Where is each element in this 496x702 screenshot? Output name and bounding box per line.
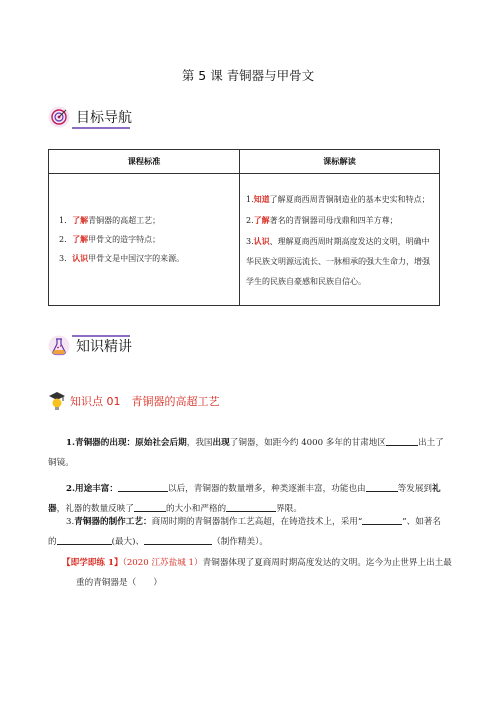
section-goals-header xyxy=(48,106,132,128)
standards-cell xyxy=(49,174,240,306)
interpretation-cell xyxy=(240,174,440,306)
fill-blank[interactable] xyxy=(134,501,166,512)
fill-blank[interactable] xyxy=(366,481,398,492)
section-knowledge-title: 知识精讲 xyxy=(76,339,132,355)
section-knowledge-overline xyxy=(72,335,130,337)
fill-blank[interactable] xyxy=(362,514,402,525)
graduate-bulb-icon xyxy=(48,391,66,411)
standard-item: 1．了解青铜器的高超工艺； xyxy=(59,215,161,225)
knowledge-point-header xyxy=(48,391,220,411)
fill-blank[interactable] xyxy=(118,481,168,492)
standard-item: 2．了解甲骨文的造字特点； xyxy=(59,234,161,244)
paragraph-bronze-origin: 1.青铜器的出现：原始社会后期，我国出现了铜器，如距今约 4000 多年的甘肃地区 出土了铜镜。 xyxy=(48,433,444,473)
standards-table xyxy=(48,149,440,306)
paragraph-bronze-uses: 2.用途丰富： 以后，青铜器的数量增多，种类逐渐丰富，功能也由 等发展到礼器，礼器的数量反映了 的大小和严格的 界限。 xyxy=(48,479,444,519)
fill-blank[interactable] xyxy=(386,435,418,446)
interpretation-item: 2.了解著名的青铜器司母戊鼎和四羊方尊； xyxy=(246,215,398,225)
paragraph-bronze-craft: 3.青铜器的制作工艺：商周时期的青铜器制作工艺高超，在铸造技术上，采用“ ”、如著名的 (最大)、 （制作精美）。 xyxy=(48,512,444,552)
section-goals-underline xyxy=(72,127,130,129)
fill-blank[interactable] xyxy=(226,501,276,512)
standard-item: 3．认识甲骨文是中国汉字的来源。 xyxy=(59,253,185,263)
knowledge-point-title: 知识点 01 青铜器的高超工艺 xyxy=(70,395,220,408)
exercise-tag: 【即学即练 1】 xyxy=(62,558,123,568)
exercise-source: （2020 江苏盐城 1） xyxy=(122,558,203,568)
interpretation-item: 3.认识、理解夏商西周时期高度发达的文明，明确中华民族文明源远流长、一脉相承的强大生命力，增强学生的民族自豪感和民族自信心。 xyxy=(246,236,430,286)
section-goals-title: 目标导航 xyxy=(76,110,132,126)
section-knowledge-header xyxy=(48,335,132,357)
table-header-interpretation: 课标解读 xyxy=(240,150,440,174)
interpretation-item: 1.知道了解夏商西周青铜制造业的基本史实和特点； xyxy=(246,194,430,204)
table-header-standard: 课程标准 xyxy=(49,150,240,174)
flask-icon xyxy=(48,335,70,357)
target-icon xyxy=(48,106,70,128)
exercise-1: 【即学即练 1】（2020 江苏盐城 1）青铜器体现了夏商周时期高度发达的文明。迄今为止世界上出土最重的青铜器是（ ） xyxy=(62,558,452,588)
fill-blank[interactable] xyxy=(144,534,212,545)
page-title: 第 5 课 青铜器与甲骨文 xyxy=(181,68,315,83)
fill-blank[interactable] xyxy=(57,534,112,545)
